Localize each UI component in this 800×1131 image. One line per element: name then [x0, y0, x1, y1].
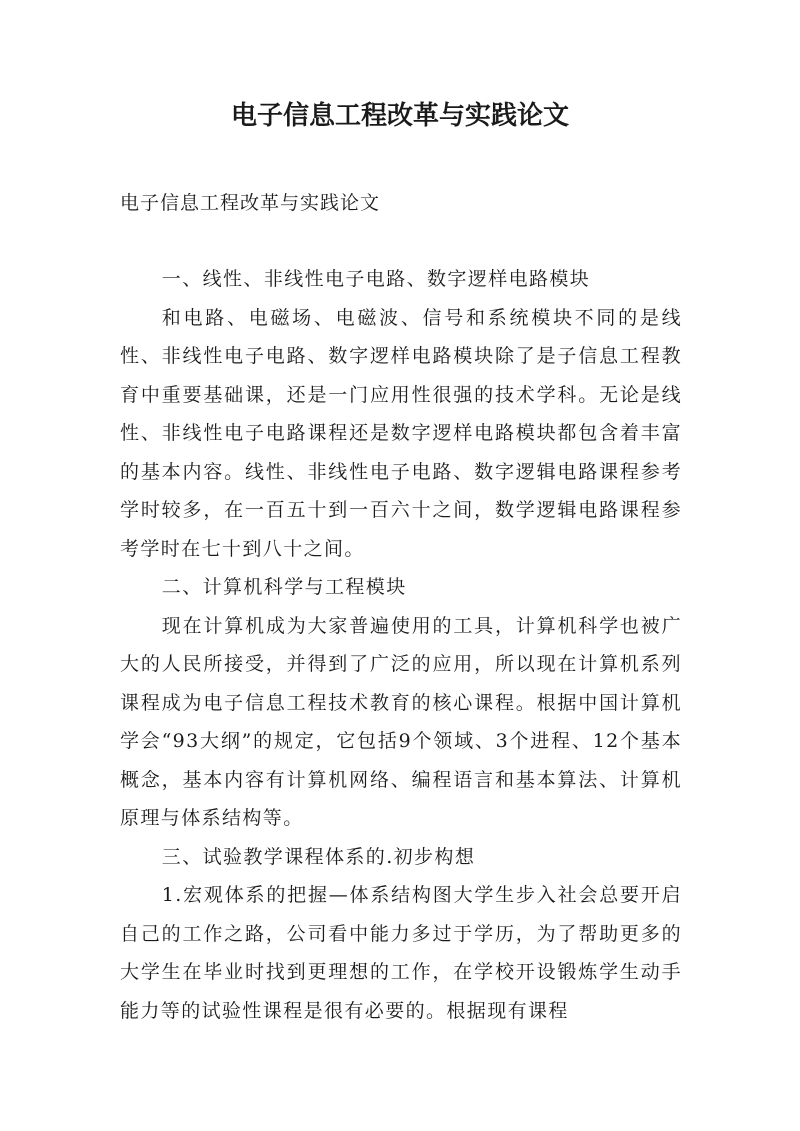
paragraph: 和电路、电磁场、电磁波、信号和系统模块不同的是线性、非线性电子电路、数字逻样电路模块除了是子信息工程教育中重要基础课，还是一门应用性很强的技术学科。无论是线性、非线性电子电路课程还是数字逻样电路模块都包含着丰富的基本内容。线性、非线性电子电路、数字逻辑电路课程参考学时较多，在一百五十到一百六十之间，数学逻辑电路课程参考学时在七十到八十之间。 — [120, 306, 682, 560]
section-heading-3: 三、试验教学课程体系的.初步构想 — [161, 845, 476, 868]
document-subtitle: 电子信息工程改革与实践论文 — [120, 192, 381, 214]
section-heading-2: 二、计算机科学与工程模块 — [161, 576, 407, 598]
document-body — [120, 260, 682, 1030]
paragraph: 1.宏观体系的把握—体系结构图大学生步入社会总要开启自己的工作之路，公司看中能力多过于学历，为了帮助更多的大学生在毕业时找到更理想的工作，在学校开设锻炼学生动手能力等的试验性课程是很有必要的。根据现有课程 — [120, 884, 682, 1022]
document-title: 电子信息工程改革与实践论文 — [230, 101, 569, 131]
paragraph: 现在计算机成为大家普遍使用的工具，计算机科学也被广大的人民所接受，并得到了广泛的应用，所以现在计算机系列课程成为电子信息工程技术教育的核心课程。根据中国计算机学会“93大纲”的规定，它包括9个领域、3个进程、12个基本概念，基本内容有计算机网络、编程语言和基本算法、计算机原理与体系结构等。 — [120, 614, 682, 829]
section-heading-1: 一、线性、非线性电子电路、数字逻样电路模块 — [161, 268, 591, 290]
